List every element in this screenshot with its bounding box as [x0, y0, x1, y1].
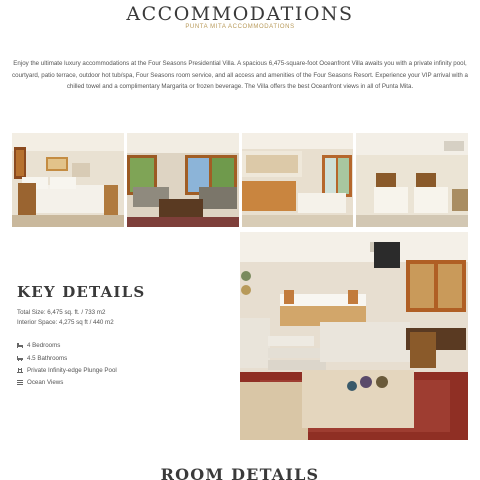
- twin-bedroom-photo-image: [356, 133, 468, 227]
- bedroom-photo[interactable]: [12, 133, 124, 227]
- key-details-heading: KEY DETAILS: [17, 283, 146, 301]
- bed-icon: [17, 343, 23, 348]
- interior-size: Interior Space: 4,275 sq ft / 440 m2: [17, 319, 114, 326]
- intro-paragraph: Enjoy the ultimate luxury accommodations at the Four Seasons Presidential Villa. A spacious 6,475-square-foot Oceanfront Villa awaits you with a private infinity pool, courtyard, patio terrace, outdoor hot tub/spa, Four Seasons room service, and all access and amenities of the Four Seasons Resort. Experience your VIP arrival with a chilled towel and a complimentary Margarita or frozen beverage. The Villa offers the best Oceanfront views in all of Punta Mita.: [12, 60, 468, 91]
- twin-bedroom-photo[interactable]: [356, 133, 468, 227]
- bathroom-photo[interactable]: [242, 133, 353, 227]
- feature-ocean-views-label: Ocean Views: [27, 379, 64, 386]
- room-details-heading: ROOM DETAILS: [160, 465, 320, 480]
- page-title: ACCOMMODATIONS: [126, 3, 354, 25]
- living-room-photo[interactable]: [127, 133, 239, 227]
- feature-ocean-views: [17, 379, 63, 386]
- feature-pool-label: Private Infinity-edge Plunge Pool: [27, 367, 117, 374]
- total-size: Total Size: 6,475 sq. ft. / 733 m2: [17, 309, 106, 316]
- page-subtitle: PUNTA MITA ACCOMMODATIONS: [185, 24, 295, 30]
- pool-icon: [17, 368, 23, 373]
- feature-bathrooms-label: 4.5 Bathrooms: [27, 355, 68, 362]
- feature-bedrooms-label: 4 Bedrooms: [27, 342, 61, 349]
- bathroom-photo-image: [242, 133, 353, 227]
- feature-bathrooms: [17, 355, 67, 362]
- waves-icon: [17, 380, 23, 385]
- feature-bedrooms: [17, 342, 60, 349]
- living-room-photo-image: [127, 133, 239, 227]
- master-suite-photo[interactable]: [240, 232, 468, 440]
- feature-pool: [17, 367, 117, 374]
- master-suite-photo-image: [240, 232, 468, 440]
- bath-icon: [17, 356, 23, 361]
- bedroom-photo-image: [12, 133, 124, 227]
